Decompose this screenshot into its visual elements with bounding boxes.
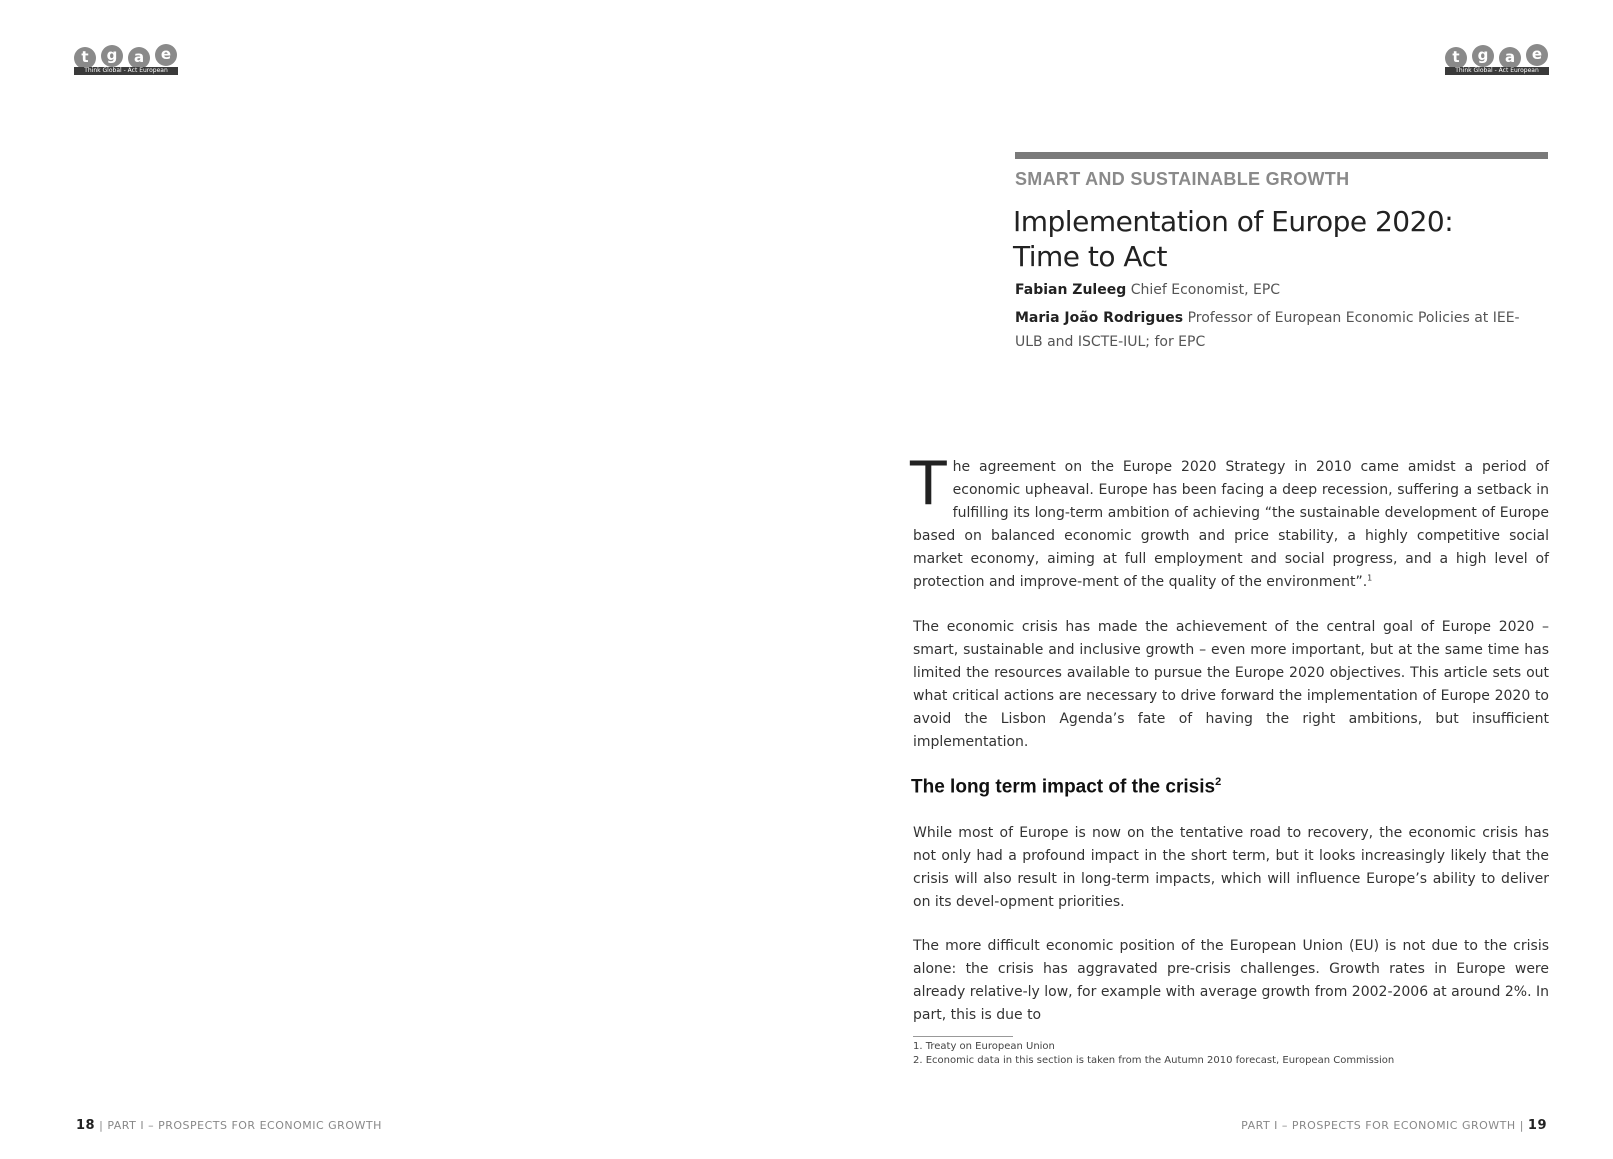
logo-letter: g xyxy=(101,45,123,67)
author-role: Chief Economist, EPC xyxy=(1130,282,1281,298)
section-label: SMART AND SUSTAINABLE GROWTH xyxy=(1015,169,1350,189)
footnote-divider xyxy=(913,1036,1013,1037)
author-name: Maria João Rodrigues xyxy=(1015,310,1184,326)
footnote-ref-1: 1 xyxy=(1367,573,1373,583)
author-1 xyxy=(1015,278,1535,302)
logo-bubbles xyxy=(1445,44,1549,66)
folio-right: PART I – PROSPECTS FOR ECONOMIC GROWTH | 19 xyxy=(1241,1118,1547,1133)
logo-letter: a xyxy=(1499,47,1521,69)
logo-letter: e xyxy=(155,44,177,66)
paragraph-2 xyxy=(913,616,1549,754)
drop-cap: T xyxy=(910,449,947,519)
paragraph-4 xyxy=(913,935,1549,1027)
section-rule xyxy=(1015,152,1548,159)
section-heading xyxy=(911,770,1221,799)
paragraph-3 xyxy=(913,822,1549,914)
footnotes xyxy=(913,1040,1394,1068)
paragraph-2-text: The economic crisis has made the achievement of the central goal of Europe 2020 – smart, sustainable and inclusive growth – even more important, but at the same time has limited the resources available to pursue the Europe 2020 objectives. This article sets out what critical actions are necessary to drive forward the implementation of Europe 2020 to avoid the Lisbon Agenda’s fate of having the right ambitions, but insufficient implementation. xyxy=(913,619,1549,750)
logo-tagline: Think Global - Act European xyxy=(74,67,178,75)
paragraph-1 xyxy=(910,449,1549,594)
logo-letter: g xyxy=(1472,45,1494,67)
page-number-right: 19 xyxy=(1527,1118,1547,1133)
running-title-left: PART I – PROSPECTS FOR ECONOMIC GROWTH xyxy=(107,1119,382,1132)
page-number-left: 18 xyxy=(76,1118,96,1133)
logo-tagline: Think Global - Act European xyxy=(1445,67,1549,75)
author-2 xyxy=(1015,306,1535,354)
author-name: Fabian Zuleeg xyxy=(1015,282,1127,298)
footnote-ref-2: 2 xyxy=(1215,776,1222,788)
tgae-logo-right xyxy=(1445,44,1549,75)
logo-letter: e xyxy=(1526,44,1548,66)
footnote-1: 1. Treaty on European Union xyxy=(913,1041,1055,1052)
article-title xyxy=(1013,204,1533,274)
logo-letter: t xyxy=(1445,47,1467,69)
title-line-2: Time to Act xyxy=(1013,240,1167,273)
paragraph-1-text: he agreement on the Europe 2020 Strategy in 2010 came amidst a period of economic upheaval. Europe has been facing a deep recession, suffering a setback in fulfilling its long-term ambition of achieving “the sustainable development of Europe based on balanced economic growth and price stability, a highly competitive social market economy, aiming at full employment and social progress, and a high level of protection and improve-ment of the quality of the environment”. xyxy=(913,459,1549,590)
paragraph-3-text: While most of Europe is now on the tentative road to recovery, the economic crisis has not only had a profound impact in the short term, but it looks increasingly likely that the crisis will also result in long-term impacts, which will influence Europe’s ability to deliver on its devel-opment priorities. xyxy=(913,825,1549,910)
logo-letter: t xyxy=(74,47,96,69)
footnote-2: 2. Economic data in this section is taken from the Autumn 2010 forecast, European Commission xyxy=(913,1055,1395,1066)
logo-bubbles xyxy=(74,44,178,66)
logo-letter: a xyxy=(128,47,150,69)
title-line-1: Implementation of Europe 2020: xyxy=(1013,205,1454,238)
folio-left: 18 | PART I – PROSPECTS FOR ECONOMIC GROWTH xyxy=(76,1118,382,1133)
author-role: Professor of European Economic Policies at IEE-ULB and ISCTE-IUL; for EPC xyxy=(1015,310,1520,350)
paragraph-4-text: The more difficult economic position of the European Union (EU) is not due to the crisis alone: the crisis has aggravated pre-crisis challenges. Growth rates in Europe were already relative-ly low, for example with average growth from 2002-2006 at around 2%. In part, this is due to xyxy=(913,938,1549,1023)
running-title-right: PART I – PROSPECTS FOR ECONOMIC GROWTH xyxy=(1241,1119,1516,1132)
section-heading-text: The long term impact of the crisis xyxy=(911,776,1216,798)
tgae-logo-left xyxy=(74,44,178,75)
